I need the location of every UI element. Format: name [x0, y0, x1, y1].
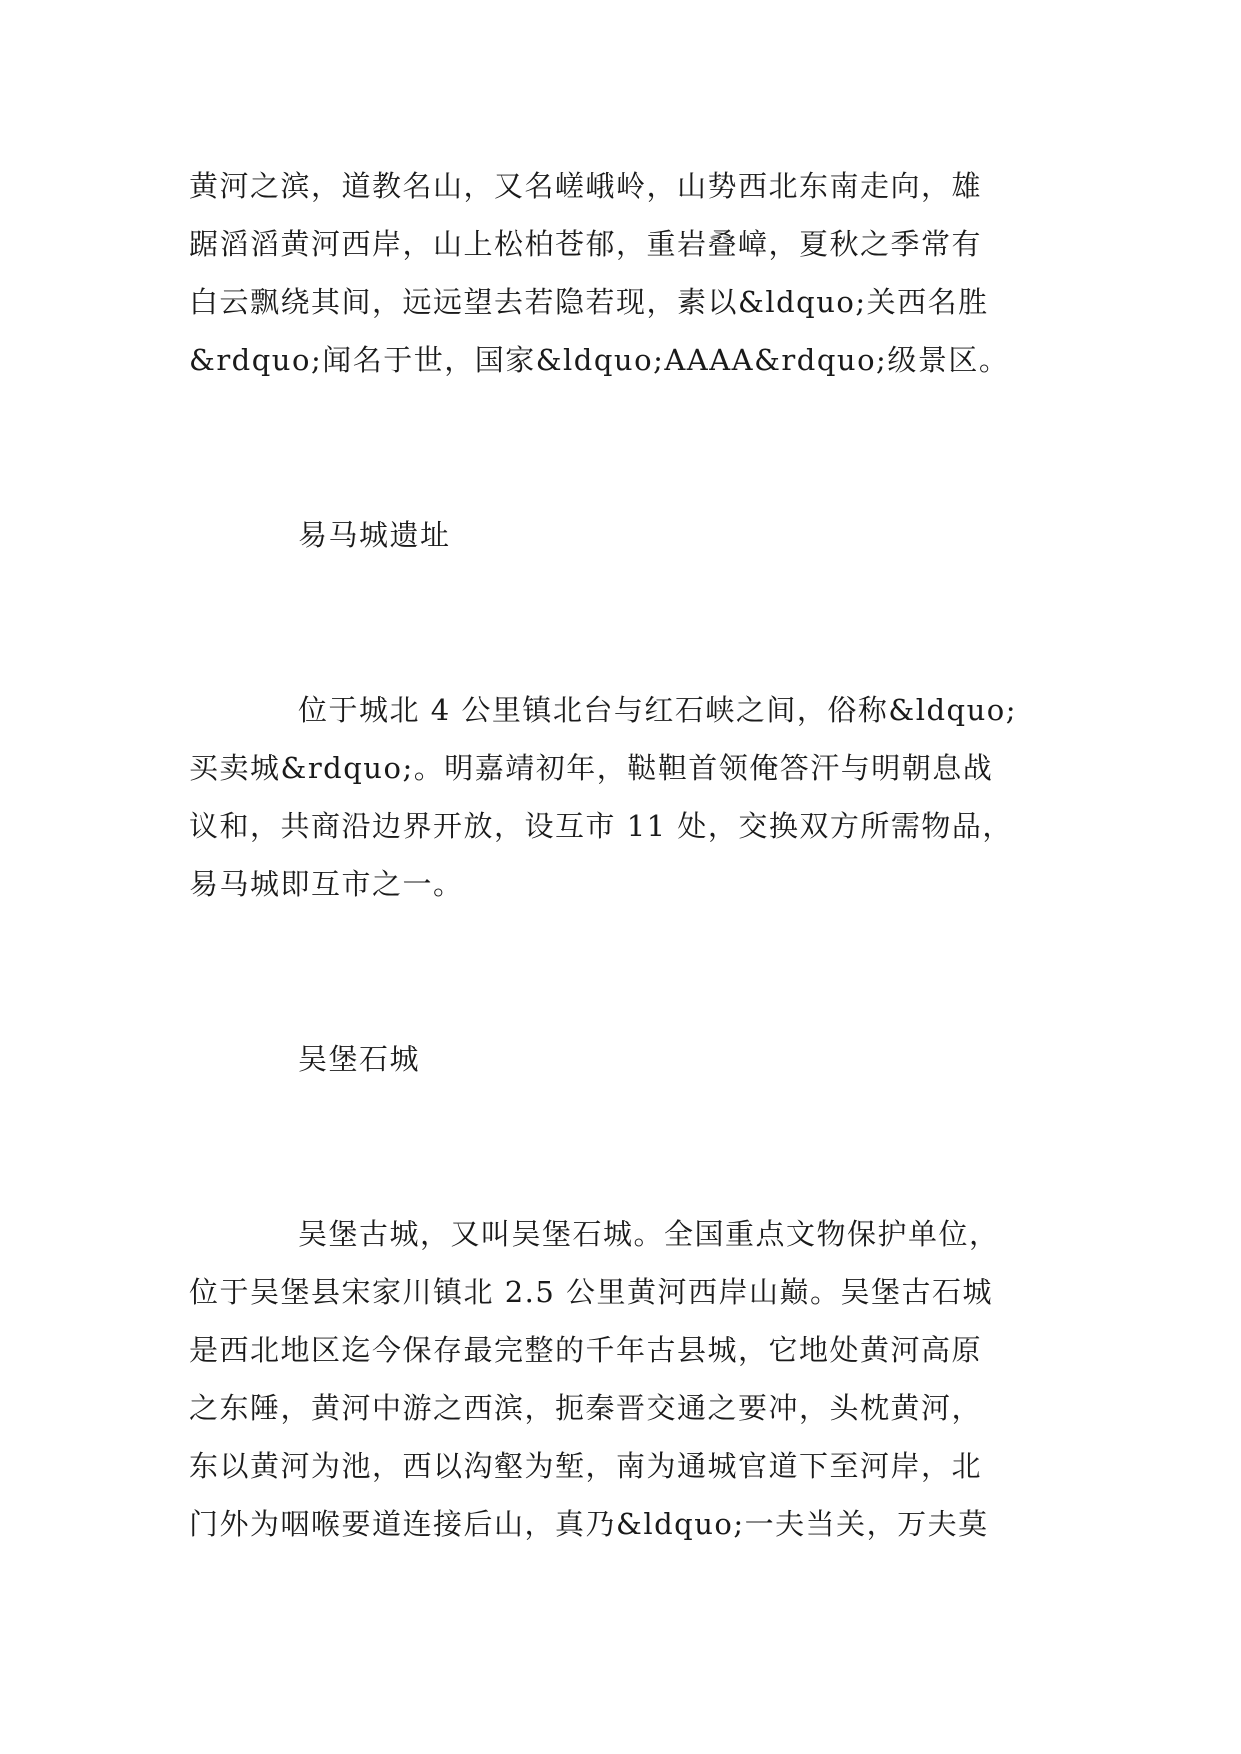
section-heading-wubao: 吴堡石城	[298, 1042, 421, 1076]
paragraph-3-line-3: 是西北地区迄今保存最完整的千年古县城，它地处黄河高原	[189, 1333, 983, 1367]
paragraph-3-line-6: 门外为咽喉要道连接后山，真乃&ldquo;一夫当关，万夫莫	[189, 1507, 989, 1541]
paragraph-2-line-4: 易马城即互市之一。	[189, 867, 464, 901]
paragraph-1-line-2: 踞滔滔黄河西岸，山上松柏苍郁，重岩叠嶂，夏秋之季常有	[189, 227, 983, 261]
paragraph-1-line-3: 白云飘绕其间，远远望去若隐若现，素以&ldquo;关西名胜	[189, 285, 989, 319]
paragraph-3-line-4: 之东陲，黄河中游之西滨，扼秦晋交通之要冲，头枕黄河，	[189, 1391, 983, 1425]
paragraph-3-line-2: 位于吴堡县宋家川镇北 2.5 公里黄河西岸山巅。吴堡古石城	[189, 1275, 994, 1309]
paragraph-3-line-1: 吴堡古城，又叫吴堡石城。全国重点文物保护单位，	[298, 1217, 1000, 1251]
paragraph-2-line-3: 议和，共商沿边界开放，设互市 11 处，交换双方所需物品，	[189, 809, 1013, 843]
section-heading-yimacheng: 易马城遗址	[298, 518, 451, 552]
paragraph-3-line-5: 东以黄河为池，西以沟壑为堑，南为通城官道下至河岸，北	[189, 1449, 983, 1483]
paragraph-1-line-1: 黄河之滨，道教名山，又名嵯峨岭，山势西北东南走向，雄	[189, 169, 983, 203]
paragraph-1-line-4: &rdquo;闻名于世，国家&ldquo;AAAA&rdquo;级景区。	[189, 343, 1010, 377]
paragraph-2-line-2: 买卖城&rdquo;。明嘉靖初年，鞑靼首领俺答汗与明朝息战	[189, 751, 994, 785]
paragraph-2-line-1: 位于城北 4 公里镇北台与红石峡之间，俗称&ldquo;	[298, 693, 1018, 727]
